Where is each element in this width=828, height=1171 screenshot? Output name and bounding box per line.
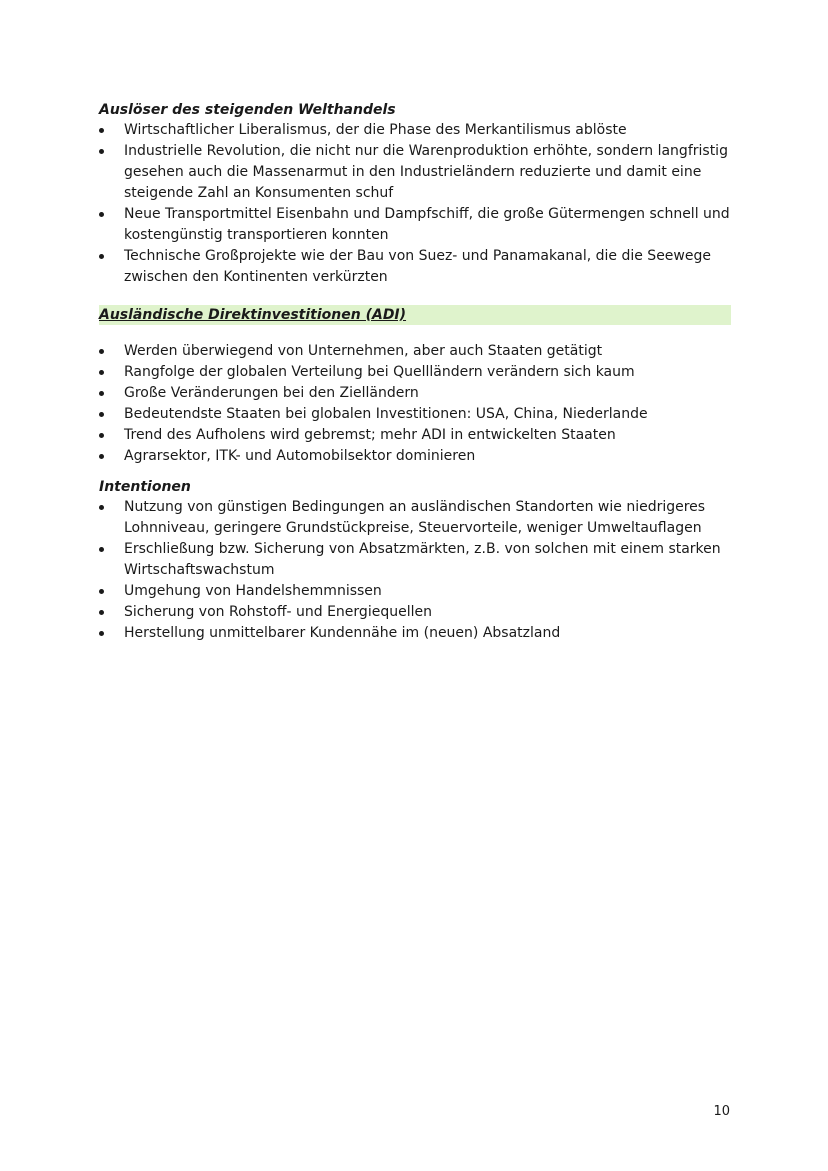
list-item-text: Sicherung von Rohstoff- und Energiequellen — [124, 604, 432, 620]
list-item — [99, 141, 731, 204]
bullet-icon — [99, 212, 104, 217]
bullet-icon — [99, 391, 104, 396]
list-item — [99, 404, 731, 425]
list-item — [99, 362, 731, 383]
list-item — [99, 204, 731, 246]
list-item — [99, 602, 731, 623]
bullet-icon — [99, 589, 104, 594]
list-item-text: Herstellung unmittelbarer Kundennähe im (neuen) Absatzland — [124, 625, 561, 641]
bullet-icon — [99, 370, 104, 375]
list-item — [99, 246, 731, 288]
page-number: 10 — [713, 1104, 730, 1119]
list-item-text: Erschließung bzw. Sicherung von Absatzmärkten, z.B. von solchen mit einem starken Wirtschaftswachstum — [124, 541, 721, 578]
list-item — [99, 539, 731, 581]
bullet-icon — [99, 433, 104, 438]
bullet-list-adi — [99, 341, 731, 467]
list-item — [99, 383, 731, 404]
section-welthandel — [99, 100, 731, 288]
bullet-icon — [99, 610, 104, 615]
list-item-text: Industrielle Revolution, die nicht nur die Warenproduktion erhöhte, sondern langfristig gesehen auch die Massenarmut in den Industrieländern reduzierte und damit eine steigende Zahl an Konsumenten schuf — [124, 143, 728, 201]
bullet-icon — [99, 547, 104, 552]
list-item-text: Nutzung von günstigen Bedingungen an ausländischen Standorten wie niedrigeres Lohnniveau, geringere Grundstückpreise, Steuervorteile, weniger Umweltauflagen — [124, 499, 706, 536]
list-item-text: Bedeutendste Staaten bei globalen Investitionen: USA, China, Niederlande — [124, 406, 648, 422]
page-content — [99, 100, 731, 644]
bullet-icon — [99, 254, 104, 259]
section-heading-intentionen: Intentionen — [99, 479, 191, 495]
list-item-text: Agrarsektor, ITK- und Automobilsektor dominieren — [124, 448, 476, 464]
bullet-list-welthandel — [99, 120, 731, 288]
bullet-list-intentionen — [99, 497, 731, 644]
list-item-text: Rangfolge der globalen Verteilung bei Quellländern verändern sich kaum — [124, 364, 635, 380]
list-item-text: Wirtschaftlicher Liberalismus, der die Phase des Merkantilismus ablöste — [124, 122, 627, 138]
list-item — [99, 497, 731, 539]
list-item — [99, 623, 731, 644]
list-item-text: Große Veränderungen bei den Zielländern — [124, 385, 419, 401]
bullet-icon — [99, 349, 104, 354]
section-adi — [99, 305, 731, 467]
section-heading-adi: Ausländische Direktinvestitionen (ADI) — [99, 305, 731, 325]
list-item-text: Technische Großprojekte wie der Bau von Suez- und Panamakanal, die die Seewege zwischen den Kontinenten verkürzten — [124, 248, 711, 285]
list-item-text: Neue Transportmittel Eisenbahn und Dampfschiff, die große Gütermengen schnell und kostengünstig transportieren konnten — [124, 206, 730, 243]
list-item-text: Umgehung von Handelshemmnissen — [124, 583, 382, 599]
bullet-icon — [99, 505, 104, 510]
list-item — [99, 341, 731, 362]
list-item — [99, 425, 731, 446]
bullet-icon — [99, 631, 104, 636]
bullet-icon — [99, 412, 104, 417]
list-item — [99, 581, 731, 602]
list-item — [99, 446, 731, 467]
bullet-icon — [99, 128, 104, 133]
list-item — [99, 120, 731, 141]
section-intentionen — [99, 477, 731, 644]
list-item-text: Trend des Aufholens wird gebremst; mehr ADI in entwickelten Staaten — [124, 427, 616, 443]
bullet-icon — [99, 149, 104, 154]
bullet-icon — [99, 454, 104, 459]
section-heading-welthandel: Auslöser des steigenden Welthandels — [99, 102, 396, 118]
list-item-text: Werden überwiegend von Unternehmen, aber auch Staaten getätigt — [124, 343, 603, 359]
